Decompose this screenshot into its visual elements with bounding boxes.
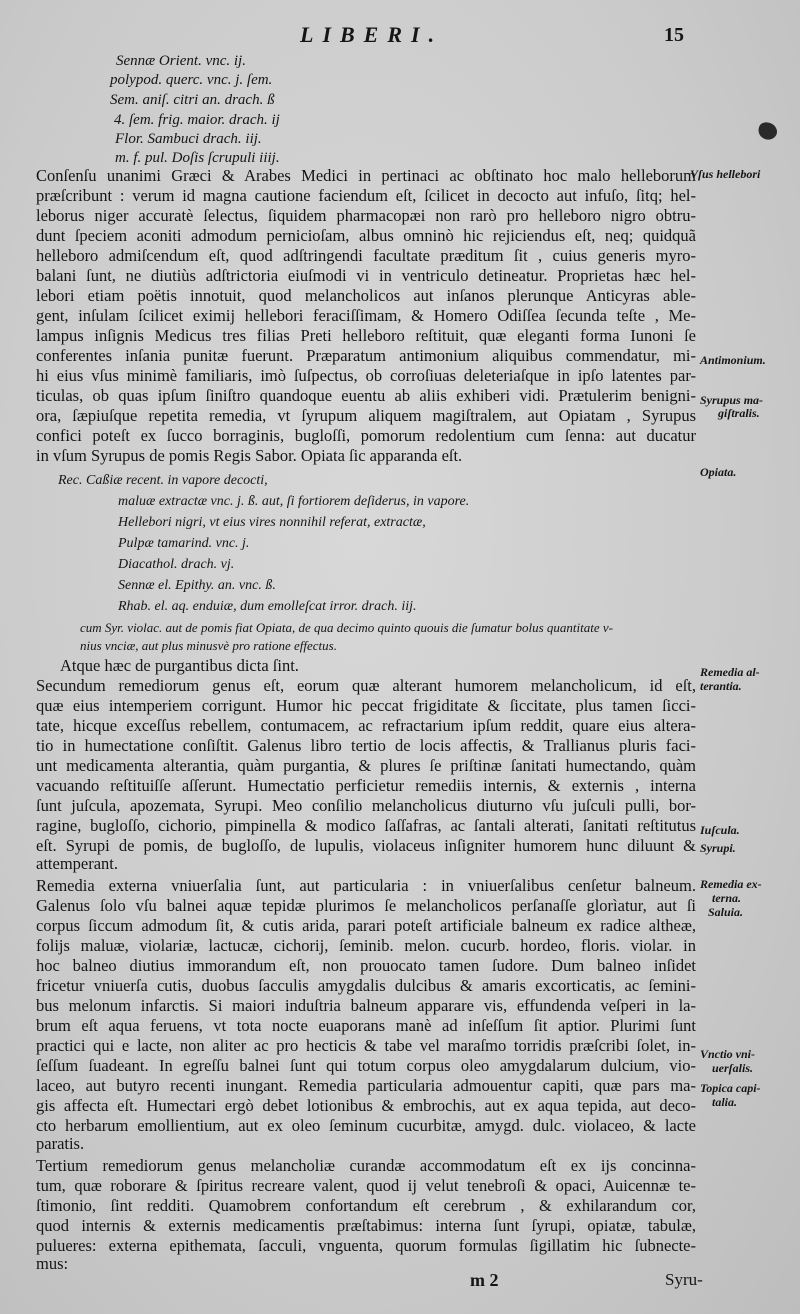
margin-note-vnctio-cont: uerſalis. bbox=[712, 1061, 754, 1075]
text-line: mus: bbox=[36, 1254, 69, 1273]
text-line: lampus inſignis Medicus tres filias Preti helleboro reſtituit, quæ eleganti forma Iunoni ſe bbox=[36, 326, 696, 345]
text-line: quod internis & externis medicamentis præſtabimus: interna ſunt ſyrupi, opiatæ, tabulæ, bbox=[36, 1216, 696, 1235]
text-line: confici poteſt ex ſucco borraginis, bugloſſi, pomorum redolentium cum ſenna: aut ducatur bbox=[36, 426, 696, 445]
margin-note-syrupus-cont: giſtralis. bbox=[718, 406, 760, 420]
text-line: unt medicamenta alterantia, quàm purgantia, & plures ſe priſtinæ ſanitati humectando, quàm bbox=[36, 756, 696, 775]
text-line: pulueres: externa epithemata, ſacculi, vnguenta, quorum formulas ſigillatim hic ſubnecte- bbox=[36, 1236, 696, 1255]
margin-note-antimonium: Antimonium. bbox=[700, 353, 766, 367]
recipe-line: maluæ extractæ vnc. j. ß. aut, ſi fortiorem deſiderus, in vapore. bbox=[118, 494, 470, 509]
text-line: paratis. bbox=[36, 1134, 85, 1153]
recipe-line: Sennæ el. Epithy. an. vnc. ß. bbox=[118, 578, 276, 593]
recipe-line: 4. ſem. frig. maior. drach. ij bbox=[114, 112, 280, 128]
text-line: Conſenſu unanimi Græci & Arabes Medici in pertinaci ac obſtinato hoc malo helleborum bbox=[36, 166, 696, 185]
recipe-line: cum Syr. violac. aut de pomis fiat Opiata, de qua decimo quinto quouis die ſumatur bolus quantitate v- bbox=[80, 620, 613, 635]
text-line: folijs maluæ, violariæ, lactucæ, cichorij, ſeminib. melon. cucurb. hordeo, floris. violar. in bbox=[36, 936, 696, 955]
margin-note-hellebori: Vſus hellebori bbox=[690, 167, 761, 181]
text-line: lebori etiam poëtis innotuit, quod melancholicos aut inſanos plerunque Anticyras able- bbox=[36, 286, 696, 305]
text-line: cto herbarum emollientium, aut ex oleo ſeminum cucurbitæ, amygd. dulc. violaceo, & lacte bbox=[36, 1116, 696, 1135]
margin-note-opiata: Opiata. bbox=[700, 465, 737, 479]
text-line: corpus ſiccum admodum ſit, & cutis arida, parari poteſt artificiale balneum ex radice altheæ, bbox=[36, 916, 696, 935]
margin-note-externa-cont: terna. bbox=[712, 891, 742, 905]
text-line: ora, ſæpiuſque repetita remedia, vt ſyrupum aliquem magiſtralem, aut Opiatam , Syrupus bbox=[36, 406, 696, 425]
text-line: hi eius vſus minimè familiaris, imò ſuſpectus, ob corroſiuas deleteriaſque in ipſo latentes par- bbox=[36, 366, 696, 385]
text-line: bus melonum infarctis. Si maiori induſtria balneum apparare vis, effundenda veſperi in la- bbox=[36, 996, 696, 1015]
text-line: eſt. Syrupi de pomis, de bugloſſo, de lupulis, violaceus inſigniter humorem hunc diluunt & bbox=[36, 836, 696, 855]
text-line: quæ eius intemperiem corrigunt. Humor hic peccat frigiditate & ſiccitate, plus tamen ſicci- bbox=[36, 696, 696, 715]
text-line: ſunt juſcula, apozemata, Syrupi. Meo conſilio melancholicus diuturno vſu juſculi pulli, bor- bbox=[36, 796, 696, 815]
text-line: tum, quæ roborare & ſpiritus recreare valent, quod ij velut tenebroſi & opaci, Auicennæ te- bbox=[36, 1176, 696, 1195]
page-number: 15 bbox=[664, 24, 684, 46]
text-line: hoc balneo diutius immorandum eſt, non prouocato tamen ſudore. Dum balneo inſidet bbox=[36, 956, 696, 975]
margin-note-saluia: Saluia. bbox=[708, 905, 744, 919]
text-line: Remedia externa vniuerſalia ſunt, aut particularia : in vniuerſalibus cenſetur balneum. bbox=[36, 876, 696, 895]
text-line: in vſum Syrupus de pomis Regis Sabor. Opiata ſic apparanda eſt. bbox=[36, 446, 463, 465]
text-line: Atque hæc de purgantibus dicta ſint. bbox=[60, 656, 299, 675]
text-line: fricetur vniuerſa cutis, duobus ſacculis amygdalis dulcibus & amaris excorticatis, ac ſemini- bbox=[36, 976, 696, 995]
recipe-line: m. f. pul. Doſis ſcrupuli iiij. bbox=[115, 150, 280, 166]
page-footer bbox=[0, 1270, 800, 1300]
margin-note-topica-cont: talia. bbox=[712, 1095, 738, 1109]
text-line: brum eſt aqua feruens, vt tota nocte euaporans manè ad inſeſſum ſit aptior. Plurimi ſunt bbox=[36, 1016, 696, 1035]
recipe-line: Diacathol. drach. vj. bbox=[118, 557, 235, 572]
text-line: ſtimonio, ſint redditi. Quamobrem confortandum eſt cerebrum , & exhilarandum cor, bbox=[36, 1196, 696, 1215]
page-header bbox=[0, 22, 800, 52]
margin-note-syrupi: Syrupi. bbox=[700, 841, 736, 855]
text-line: conferentes inſania punitæ fuerunt. Præparatum antimonium aliquibus commendatur, mi- bbox=[36, 346, 696, 365]
text-line: balani ſunt, ne diutiùs adſtrictoria eiuſmodi vi in ventriculo detineatur. Proprietas hæc hel- bbox=[36, 266, 696, 285]
catchword: Syru- bbox=[665, 1270, 703, 1289]
margin-note-vnctio: Vnctio vni- bbox=[700, 1047, 756, 1061]
margin-note-alterantia-cont: terantia. bbox=[700, 679, 742, 693]
text-line: Galenus ſolo vſu balnei aquæ tepidæ plurimos ſe melancholicos perſanaſſe glorìatur, aut ſi bbox=[36, 896, 696, 915]
margin-note-topica: Topica capi- bbox=[700, 1081, 761, 1095]
text-line: attemperant. bbox=[36, 854, 119, 873]
text-line: laceo, aut butyro recenti inungant. Remedia particularia admouentur capiti, quæ pars ma- bbox=[36, 1076, 696, 1095]
recipe-line: Sennæ Orient. vnc. ij. bbox=[116, 53, 246, 69]
text-line: helleboro admiſcendum eſt, quod adſtringendi facultate præditum ſit , cuius generis myro- bbox=[36, 246, 696, 265]
recipe-line: Hellebori nigri, vt eius vires nonnihil referat, extractæ, bbox=[118, 515, 426, 530]
text-line: ticulas, ob quas ipſum ſiniſtro quandoque euentu ab aliis exhiberi vidi. Prætulerim benigni- bbox=[36, 386, 696, 405]
recipe-line: Rec. Caßiæ recent. in vapore decocti, bbox=[58, 473, 268, 488]
margin-note-externa: Remedia ex- bbox=[700, 877, 762, 891]
text-line: Secundum remediorum genus eſt, eorum quæ alterant humorem melancholicum, id eſt, bbox=[36, 676, 696, 695]
text-line: vacuando reſtituiſſe aſſerunt. Humectatio perficietur remediis internis, & externis , interna bbox=[36, 776, 696, 795]
recipe-line: nius vnciæ, aut plus minusvè pro ratione effectus. bbox=[80, 638, 337, 653]
margin-note-iuscula: Iuſcula. bbox=[700, 823, 740, 837]
running-title: LIBERI. bbox=[300, 22, 444, 47]
recipe-line: Pulpæ tamarind. vnc. j. bbox=[118, 536, 250, 551]
ink-blot-mark bbox=[755, 120, 781, 142]
text-line: practici qui e lacte, non aliter ac pro hecticis & tabe vel maraſmo torridis præſcribi ſolet, in- bbox=[36, 1036, 696, 1055]
recipe-line: Flor. Sambuci drach. iij. bbox=[115, 131, 262, 147]
text-line: leborus niger accuratè ſelectus, ſiquidem pharmacopæi non rarò pro helleboro nigro obtru- bbox=[36, 206, 696, 225]
text-line: ſeſſum ſuadeant. In egreſſu balnei ſunt qui totum corpus oleo amygdalarum dulcium, vio- bbox=[36, 1056, 696, 1075]
text-line: Tertium remediorum genus melancholiæ curandæ accommodatum eſt ex ijs concinna- bbox=[36, 1156, 696, 1175]
text-line: præſcribunt : verum id magna cautione faciendum eſt, ſcilicet in decocto aut infuſo, ſitq; hel- bbox=[36, 186, 696, 205]
recipe-line: Sem. aniſ. citri an. drach. ß bbox=[110, 92, 275, 108]
text-line: dunt ſpeciem aconiti admodum pernicioſam, albus omninò hic rejiciendus eſt, neq; quidquã bbox=[36, 226, 696, 245]
text-line: gent, inſulam ſcilicet eximij hellebori feraciſſimam, & Homero Odiſſea ſecunda teſte , Me- bbox=[36, 306, 696, 325]
recipe-line: polypod. querc. vnc. j. ſem. bbox=[110, 72, 273, 88]
text-line: tate, hicque exceſſus rebellem, contumacem, ac refractarium ipſum reddit, quare eius altera- bbox=[36, 716, 696, 735]
signature-mark: m 2 bbox=[470, 1270, 499, 1290]
margin-note-syrupus: Syrupus ma- bbox=[700, 393, 764, 407]
text-line: tio in humectatione conſiſtit. Galenus libro tertio de locis affectis, & Trallianus pluris faci- bbox=[36, 736, 696, 755]
text-line: gis affecta eſt. Humectari ergò debet lotionibus & embrochis, aut ex aqua tepida, aut deco- bbox=[36, 1096, 696, 1115]
margin-note-alterantia: Remedia al- bbox=[700, 665, 760, 679]
recipe-line: Rhab. el. aq. enduiæ, dum emolleſcat irror. drach. iij. bbox=[118, 599, 417, 614]
text-line: ragine, bugloſſo, cichorio, pimpinella & modico ſaſſafras, ac ſantali alterati, ſanitati reſtitutus bbox=[36, 816, 696, 835]
